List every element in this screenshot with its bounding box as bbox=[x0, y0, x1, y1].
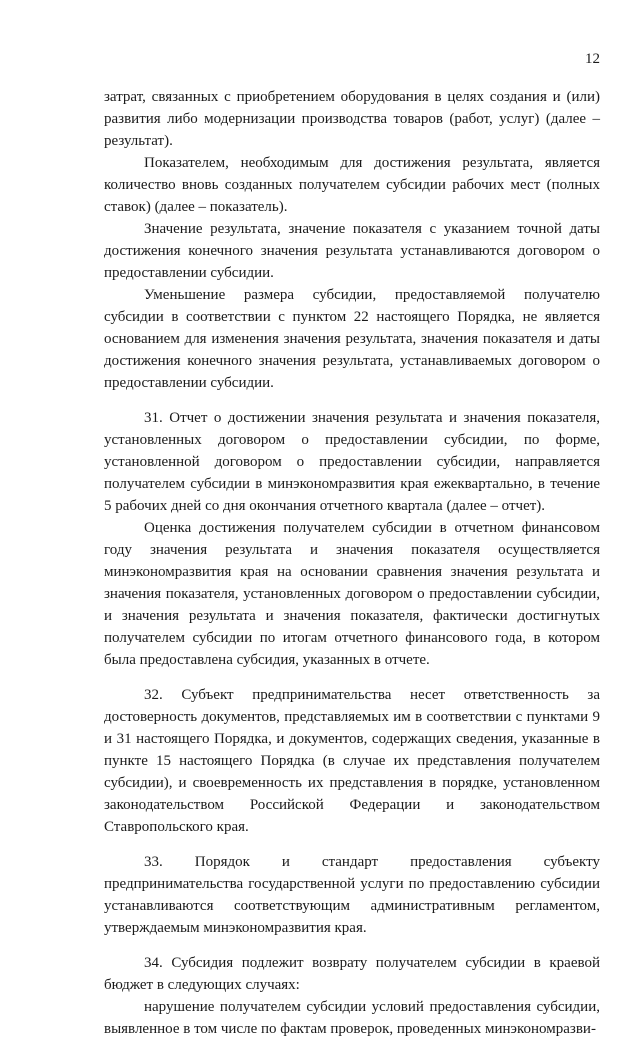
paragraph-violation: нарушение получателем субсидии условий предоставления субсидии, выявленное в том числе по фактам проверок, проведенных минэкономразви- bbox=[104, 999, 600, 1037]
paragraph-reduction: Уменьшение размера субсидии, предоставляемой получателю субсидии в соответствии с пунктом 22 настоящего Порядка, не является основанием для изменения значения результата, значения показателя и даты достижения конечного значения результата, устанавливаемых договором о предоставлении субсидии. bbox=[104, 287, 600, 391]
paragraph-result-continuation: затрат, связанных с приобретением оборудования в целях создания и (или) развития либо модернизации производства товаров (работ, услуг) (далее – результат). bbox=[104, 89, 600, 149]
page-number: 12 bbox=[585, 51, 600, 67]
document-body bbox=[104, 86, 600, 1040]
paragraph-item-33: 33. Порядок и стандарт предоставления субъекту предпринимательства государственной услуги по предоставлению субсидии устанавливаются соответствующим административным регламентом, утверждаемым минэкономразвития края. bbox=[104, 854, 600, 936]
paragraph-values: Значение результата, значение показателя с указанием точной даты достижения конечного значения результата устанавливаются договором о предоставлении субсидии. bbox=[104, 221, 600, 281]
paragraph-item-34: 34. Субсидия подлежит возврату получателем субсидии в краевой бюджет в следующих случаях: bbox=[104, 955, 600, 993]
paragraph-assessment: Оценка достижения получателем субсидии в отчетном финансовом году значения результата и значения показателя осуществляется минэкономразвития края на основании сравнения значения результата и значения показателя, установленных договором о предоставлении субсидии, и значения результата и значения показателя, фактически достигнутых получателем субсидии по итогам отчетного финансового года, в котором была предоставлена субсидия, указанных в отчете. bbox=[104, 520, 600, 668]
paragraph-item-32: 32. Субъект предпринимательства несет ответственность за достоверность документов, представляемых им в соответствии с пунктами 9 и 31 настоящего Порядка, и документов, содержащих сведения, указанные в пункте 15 настоящего Порядка (в случае их представления получателем субсидии), и своевременность их представления в порядке, установленном законодательством Российской Федерации и законодательством Ставропольского края. bbox=[104, 687, 600, 835]
paragraph-item-31: 31. Отчет о достижении значения результата и значения показателя, установленных договором о предоставлении субсидии, по форме, установленной договором о предоставлении субсидии, направляется получателем субсидии в минэкономразвития края ежеквартально, в течение 5 рабочих дней со дня окончания отчетного квартала (далее – отчет). bbox=[104, 410, 600, 514]
paragraph-indicator: Показателем, необходимым для достижения результата, является количество вновь созданных получателем субсидии рабочих мест (полных ставок) (далее – показатель). bbox=[104, 155, 600, 215]
